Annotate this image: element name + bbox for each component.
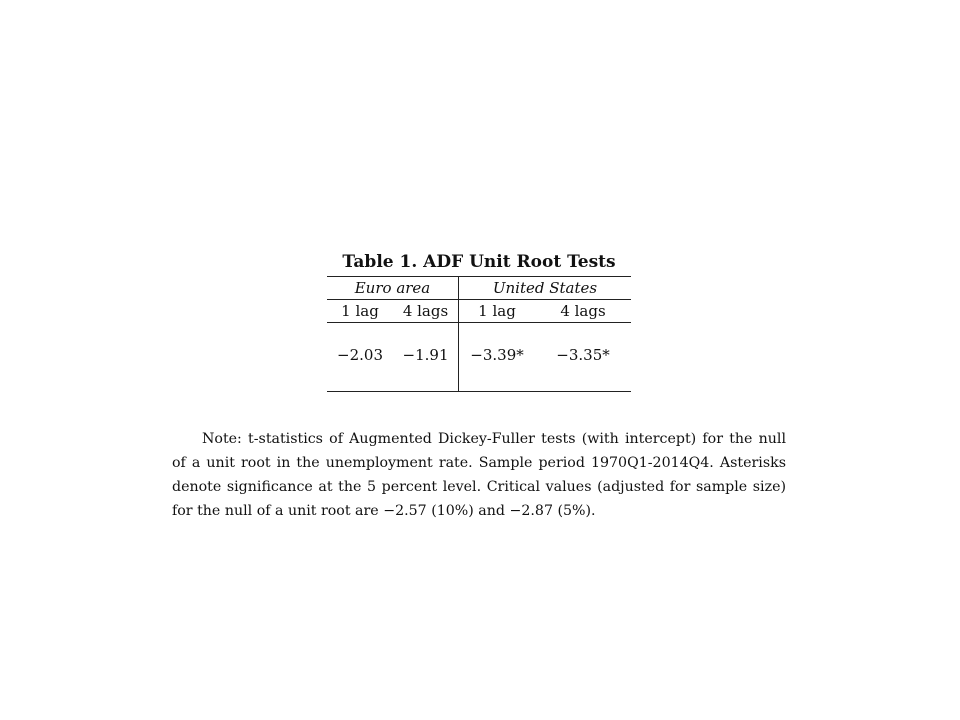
subheader-euro-4-lags: 4 lags [402, 302, 449, 320]
subheader-rule [327, 322, 631, 323]
value-euro-1-lag: −2.03 [337, 346, 383, 364]
value-us-4-lags: −3.35* [556, 346, 610, 364]
value-us-1-lag: −3.39* [470, 346, 524, 364]
group-header-rule [327, 299, 631, 300]
table-bottom-rule [327, 391, 631, 392]
table-top-rule [327, 276, 631, 277]
group-header-euro-area: Euro area [354, 279, 431, 297]
table-note: Note: t-statistics of Augmented Dickey-Fuller tests (with intercept) for the null of a unit root in the unemployment rate. Sample period 1970Q1-2014Q4. Asterisks denote significance at the 5 percent level. Critical values (adjusted for sample size) for the null of a unit root are −2.57 (10%) and −2.87 (5%). [172, 431, 786, 519]
group-header-united-states: United States [492, 279, 598, 297]
subheader-euro-1-lag: 1 lag [341, 302, 379, 320]
value-euro-4-lags: −1.91 [402, 346, 449, 364]
subheader-us-1-lag: 1 lag [478, 302, 516, 320]
table-title: Table 1. ADF Unit Root Tests [342, 252, 616, 272]
subheader-us-4-lags: 4 lags [560, 302, 606, 320]
